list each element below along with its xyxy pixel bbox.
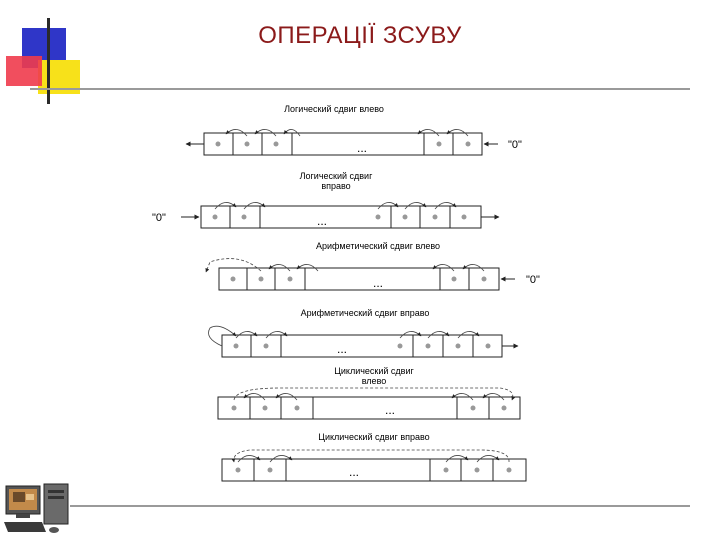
zero-label: "0" — [526, 274, 540, 286]
ellipsis: ... — [336, 342, 348, 356]
diagram-cyclic-left — [218, 366, 520, 419]
diagram-arithmetic-left — [206, 241, 540, 290]
label-logical-right-1: Логический сдвиг — [299, 171, 373, 181]
footer-divider — [70, 505, 690, 507]
label-cyclic-right: Циклический сдвиг вправо — [318, 432, 430, 442]
label-logical-left: Логический сдвиг влево — [284, 104, 384, 114]
zero-label: "0" — [152, 212, 166, 224]
zero-label: "0" — [508, 139, 522, 151]
label-arithmetic-right: Арифметический сдвиг вправо — [300, 308, 430, 318]
label-cyclic-left-2: влево — [361, 376, 387, 386]
computer-icon — [4, 482, 74, 536]
label-arithmetic-left: Арифметический сдвиг влево — [315, 241, 441, 251]
diagram-arithmetic-right — [209, 308, 519, 357]
ellipsis: ... — [372, 276, 384, 290]
ellipsis: ... — [348, 465, 360, 479]
page-title: ОПЕРАЦІЇ ЗСУВУ — [258, 22, 462, 49]
ellipsis: ... — [356, 141, 368, 155]
ellipsis: ... — [316, 214, 328, 228]
diagram-cyclic-right — [222, 432, 526, 481]
label-logical-right-2: вправо — [321, 181, 351, 191]
diagram-logical-left — [186, 104, 522, 155]
label-cyclic-left-1: Циклический сдвиг — [334, 366, 414, 376]
ellipsis: ... — [384, 403, 396, 417]
diagram-logical-right — [152, 171, 499, 228]
